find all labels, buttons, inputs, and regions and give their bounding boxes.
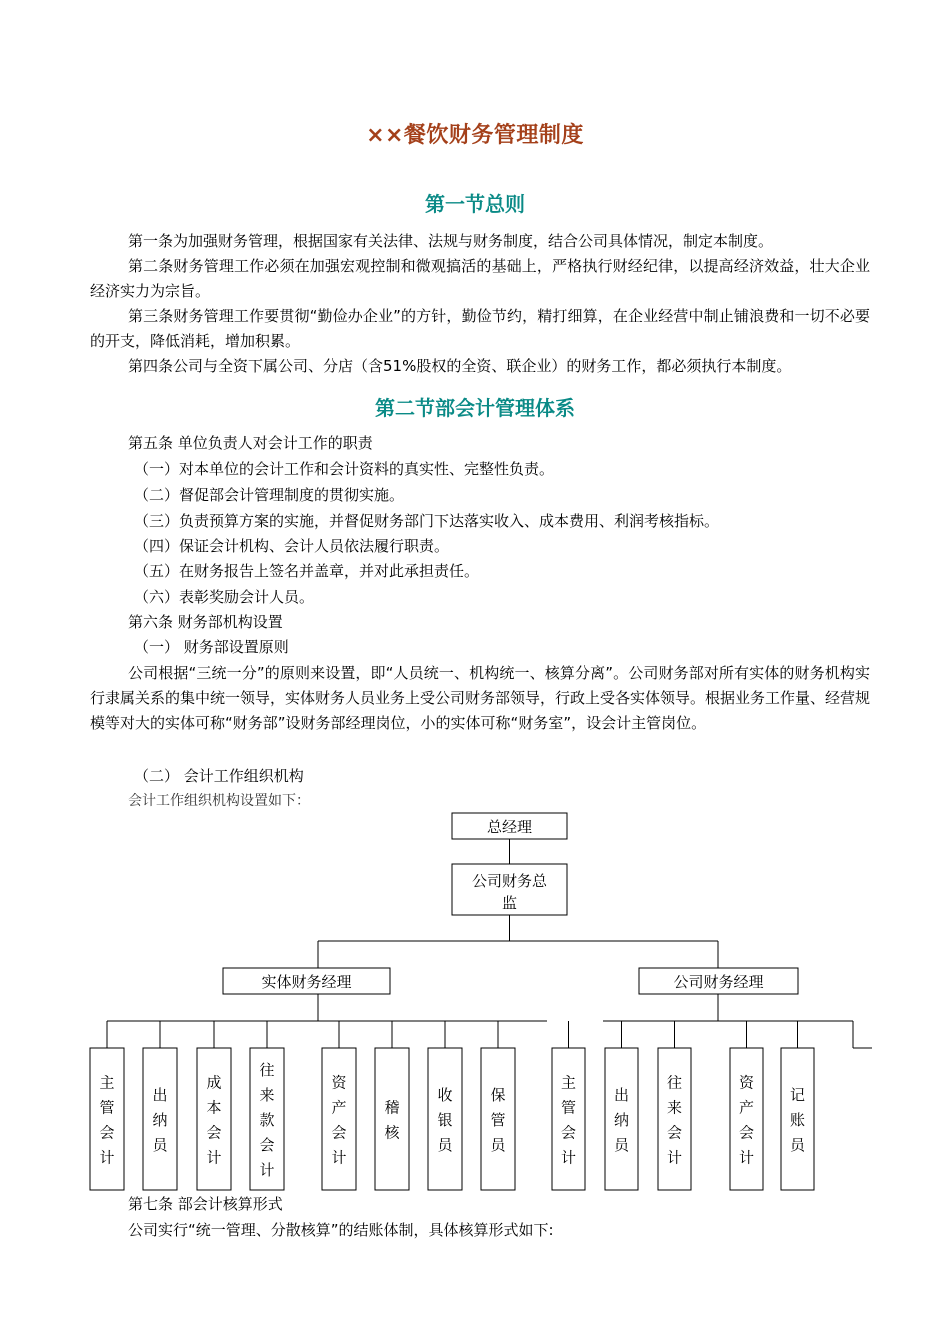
org-right-roles — [552, 1021, 814, 1190]
article-6-sub-1: （一） 财务部设置原则 — [134, 638, 289, 656]
org-role-label: 稽核 — [384, 1098, 400, 1142]
org-label-left-manager: 实体财务经理 — [261, 973, 352, 991]
article-5-title: 第五条 单位负责人对会计工作的职责 — [128, 434, 373, 452]
article-6-sub-2: （二） 会计工作组织机构 — [134, 767, 304, 785]
article-2: 第二条财务管理工作必须在加强宏观控制和微观搞活的基础上，严格执行财经纪律，以提高经济效益，壮大企业经济实力为宗旨。 — [90, 257, 870, 300]
section-1-heading: 第一节总则 — [425, 192, 525, 216]
org-role-label: 主管会计 — [560, 1073, 577, 1167]
article-7-paragraph: 公司实行“统一管理、分散核算”的结账体制，具体核算形式如下: — [128, 1221, 554, 1239]
article-6-title: 第六条 财务部机构设置 — [128, 613, 283, 631]
org-role-label: 出纳员 — [152, 1086, 168, 1154]
org-role-box — [375, 1048, 409, 1190]
org-label-cfo-line1: 公司财务总 — [471, 872, 548, 890]
org-role-label: 往来款会计 — [259, 1061, 275, 1179]
article-5-item-4: （四）保证会计机构、会计人员依法履行职责。 — [134, 537, 450, 555]
org-role-label: 成本会计 — [206, 1073, 222, 1167]
org-label-right-manager: 公司财务经理 — [673, 973, 764, 991]
org-role-box — [552, 1048, 585, 1190]
org-label-general-manager: 总经理 — [486, 818, 533, 836]
article-3: 第三条财务管理工作要贯彻“勤俭办企业”的方针，勤俭节约，精打细算，在企业经营中制止铺浪费和一切不必要的开支，降低消耗，增加积累。 — [90, 307, 870, 350]
article-5-item-1: （一）对本单位的会计工作和会计资料的真实性、完整性负责。 — [134, 460, 555, 478]
org-role-box — [322, 1048, 356, 1190]
org-role-box — [197, 1048, 231, 1190]
org-role-label: 资产会计 — [331, 1073, 347, 1167]
article-5-item-5: （五）在财务报告上签名并盖章，并对此承担责任。 — [134, 562, 480, 580]
section-2-heading: 第二节部会计管理体系 — [375, 396, 575, 420]
org-role-box — [658, 1048, 691, 1190]
org-role-label: 资产会计 — [738, 1073, 755, 1167]
org-role-label: 出纳员 — [613, 1086, 630, 1154]
org-label-cfo-line2: 监 — [501, 894, 518, 912]
article-7-title: 第七条 部会计核算形式 — [128, 1195, 283, 1213]
article-1: 第一条为加强财务管理，根据国家有关法律、法规与财务制度，结合公司具体情况，制定本制度。 — [128, 232, 774, 250]
org-role-box — [90, 1048, 124, 1190]
article-4: 第四条公司与全资下属公司、分店（含51%股权的全资、联企业）的财务工作，都必须执行本制度。 — [128, 357, 792, 375]
org-role-label: 保管员 — [490, 1086, 506, 1154]
article-5-item-6: （六）表彰奖励会计人员。 — [134, 588, 315, 606]
article-5-item-2: （二）督促部会计管理制度的贯彻实施。 — [134, 486, 405, 504]
org-role-label: 主管会计 — [99, 1073, 115, 1167]
org-intro: 会计工作组织机构设置如下： — [128, 793, 310, 809]
org-role-label: 记账员 — [789, 1086, 806, 1154]
article-6-paragraph: 公司根据“三统一分”的原则来设置，即“人员统一、机构统一、核算分离”。公司财务部对所有实体的财务机构实行隶属关系的集中统一领导，实体财务人员业务上受公司财务部领导，行政上受各实体领导。根据业务工作量、经营规模等对大的实体可称“财务部”设财务部经理岗位，小的实体可称“财务室”，设会计主管岗位。 — [90, 664, 871, 732]
article-5-item-3: （三）负责预算方案的实施，并督促财务部门下达落实收入、成本费用、利润考核指标。 — [134, 512, 720, 530]
org-chart — [0, 800, 950, 1200]
org-left-roles — [90, 1021, 515, 1190]
document-title: ××餐饮财务管理制度 — [366, 123, 584, 148]
org-role-label: 往来会计 — [666, 1073, 683, 1167]
org-role-box — [730, 1048, 763, 1190]
org-role-label: 收银员 — [437, 1086, 453, 1154]
